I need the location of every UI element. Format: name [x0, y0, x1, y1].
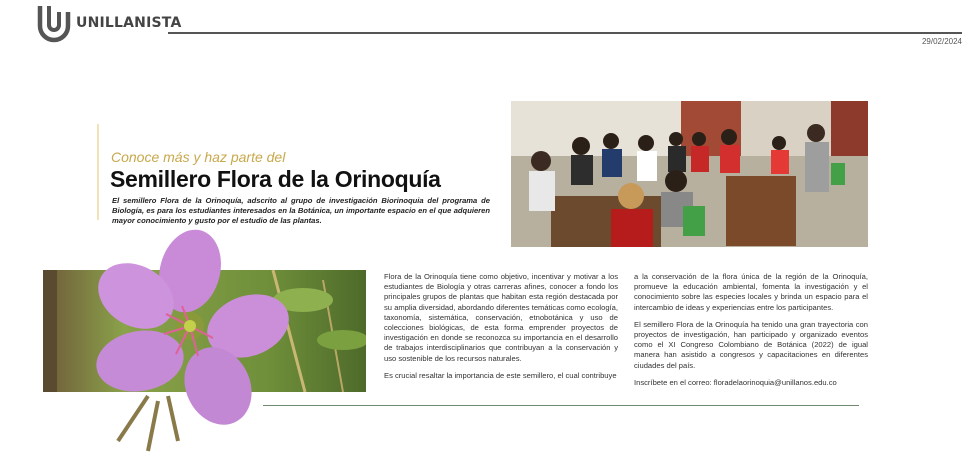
body-column-1: [384, 272, 618, 388]
body-paragraph: El semillero Flora de la Orinoquía ha tenido una gran trayectoria con proyectos de investigación, han participado y organizado eventos como el XI Congreso Colombiano de Botánica (2022) de igual manera han asistido a congresos y capacitaciones en diferentes ciudades del país.: [634, 319, 868, 370]
body-paragraph: Flora de la Orinoquía tiene como objetivo, incentivar y motivar a los estudiantes de Biología y otras carreras afines, conocer a fondo los principales grupos de plantas que habitan esta región destacada por su amplia diversidad, abordando diferentes temáticas como ecología, taxonomía, sistemática, conservación, etnobotánica y uso de colecciones biológicas, de esta forma emprender proyectos de investigación en donde se reconozca su importancia en el desarrollo de trabajos interdisciplinarios que contribuyan a la conservación y uso sostenible de los recursos naturales.: [384, 272, 618, 363]
kicker-text: Conoce más y haz parte del: [111, 149, 286, 165]
group-meeting-photo: [511, 101, 868, 247]
pink-flower-image: [78, 226, 308, 456]
article-title: Semillero Flora de la Orinoquía: [110, 166, 441, 192]
unillanos-logo-icon: [36, 4, 72, 44]
footer-divider: [263, 405, 859, 406]
publication-date: 29/02/2024: [921, 37, 962, 46]
contact-email-text[interactable]: Inscríbete en el correo: floradelaorinoquia@unillanos.edu.co: [634, 377, 837, 387]
body-paragraph: a la conservación de la flora única de la región de la Orinoquía, promueve la educación ambiental, fomenta la investigación y el conocimiento sobre las especies locales y brinda un espacio para el intercambio de ideas y experiencias entre los participantes.: [634, 272, 868, 312]
body-paragraph: Es crucial resaltar la importancia de este semillero, el cual contribuye: [384, 370, 617, 380]
body-column-2: [634, 272, 868, 395]
header-divider: [168, 32, 962, 34]
intro-accent-bar: [97, 124, 99, 220]
brand-name: UNILLANISTA: [76, 15, 182, 31]
lead-paragraph: El semillero Flora de la Orinoquía, adscrito al grupo de investigación Biorinoquia del programa de Biología, es para los estudiantes interesados en la Botánica, un importante espacio en el que adquieren mayor conocimiento y gusto por el estudio de las plantas.: [112, 196, 490, 225]
